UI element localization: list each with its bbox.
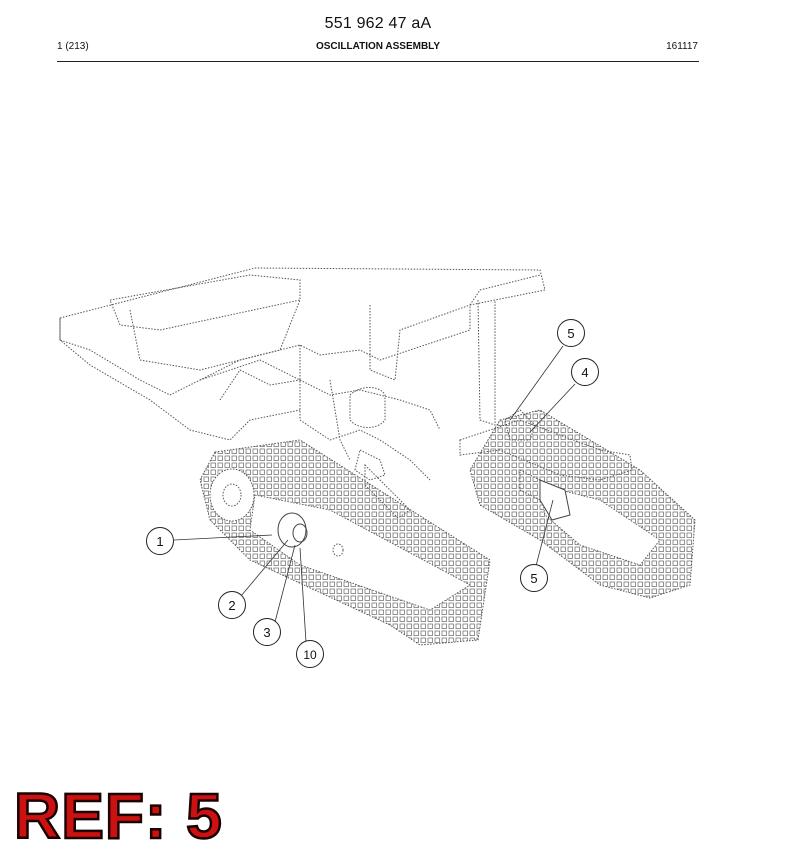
document-code: 161117 (666, 41, 698, 52)
ref-label: REF: 5 (14, 780, 223, 852)
document-number: 551 962 47 aA (324, 15, 432, 32)
callout-5-lower (521, 565, 548, 592)
right-track (470, 410, 695, 598)
callout-3 (254, 619, 281, 646)
callout-4 (572, 359, 599, 386)
svg-text:4: 4 (581, 365, 589, 380)
svg-text:3: 3 (263, 625, 271, 640)
page-indicator: 1 (213) (57, 41, 89, 52)
svg-text:5: 5 (530, 571, 538, 586)
callout-2 (219, 592, 246, 619)
callout-1 (147, 528, 174, 555)
page-title: OSCILLATION ASSEMBLY (315, 41, 441, 52)
callout-5-upper (558, 320, 585, 347)
svg-text:10: 10 (303, 648, 317, 662)
left-track (200, 440, 490, 645)
svg-text:1: 1 (156, 534, 164, 549)
svg-text:5: 5 (567, 326, 575, 341)
callout-10 (297, 641, 324, 668)
svg-text:2: 2 (228, 598, 236, 613)
